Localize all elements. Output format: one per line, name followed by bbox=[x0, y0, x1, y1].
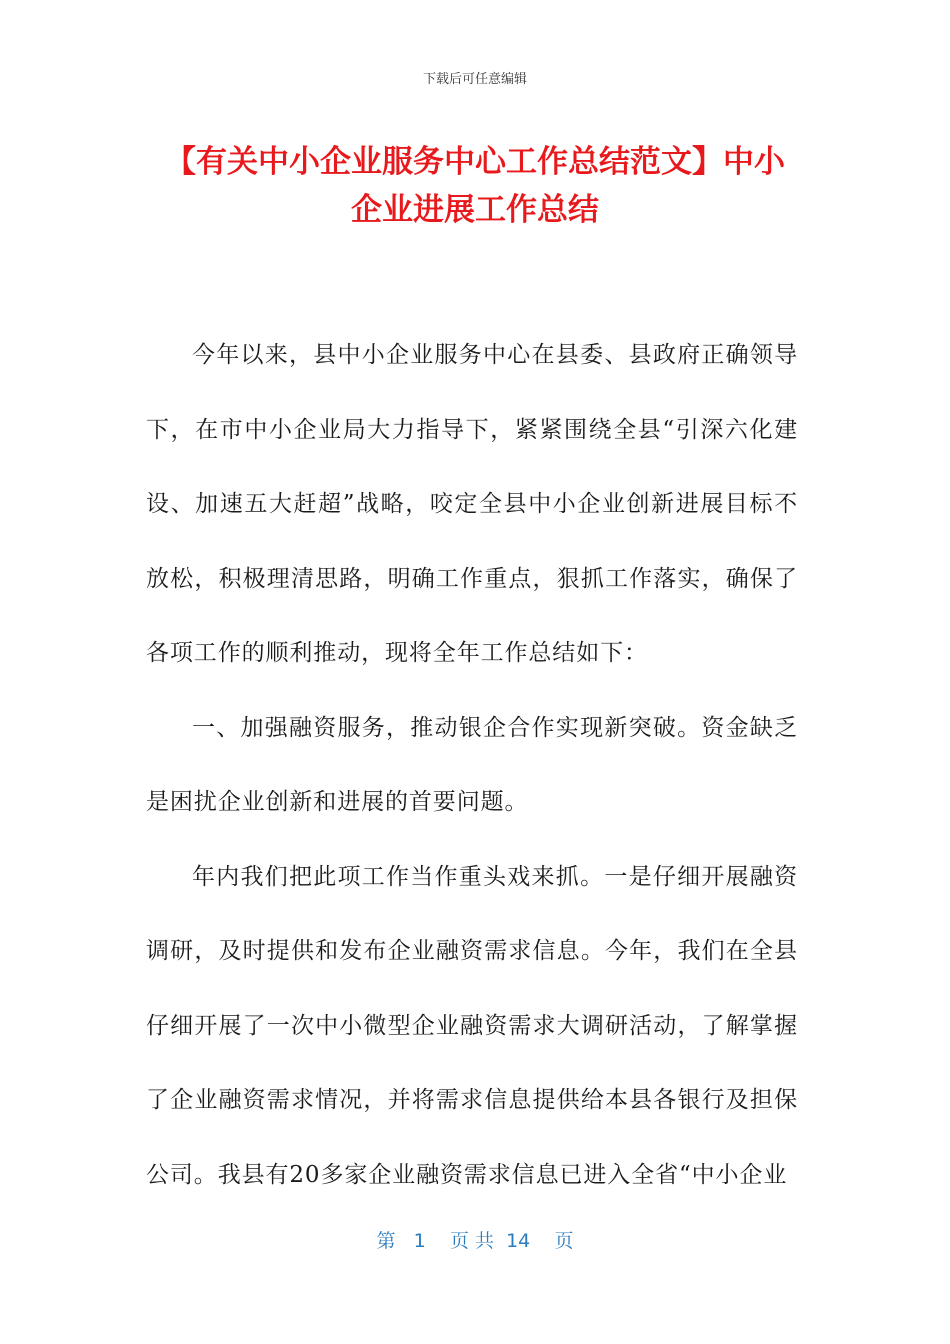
header-note: 下载后可任意编辑 bbox=[422, 72, 527, 87]
footer-total-pages: 14 bbox=[506, 1230, 531, 1252]
footer-page-number: 1 bbox=[413, 1230, 426, 1252]
footer-suffix: 页 bbox=[554, 1230, 574, 1252]
footer-middle: 页 共 bbox=[449, 1230, 494, 1252]
document-body bbox=[146, 318, 798, 1212]
paragraph-intro: 今年以来，县中小企业服务中心在县委、县政府正确领导下，在市中小企业局大力指导下，紧紧围绕全县“引深六化建设、加速五大赶超”战略，咬定全县中小企业创新进展目标不放松，积极理清思路，明确工作重点，狠抓工作落实，确保了各项工作的顺利推动，现将全年工作总结如下： bbox=[146, 342, 798, 666]
footer-prefix: 第 bbox=[376, 1230, 396, 1252]
document-title: 【有关中小企业服务中心工作总结范文】中小企业进展工作总结 bbox=[165, 144, 785, 228]
page-footer bbox=[0, 1226, 950, 1253]
paragraph-section-one: 一、加强融资服务，推动银企合作实现新突破。资金缺乏是困扰企业创新和进展的首要问题。 bbox=[146, 714, 798, 815]
paragraph-financing: 年内我们把此项工作当作重头戏来抓。一是仔细开展融资调研，及时提供和发布企业融资需求信息。今年，我们在全县仔细开展了一次中小微型企业融资需求大调研活动，了解掌握了企业融资需求情况，并将需求信息提供给本县各银行及担保公司。我县有20多家企业融资需求信息已进入全省“中小企业 bbox=[146, 863, 798, 1188]
